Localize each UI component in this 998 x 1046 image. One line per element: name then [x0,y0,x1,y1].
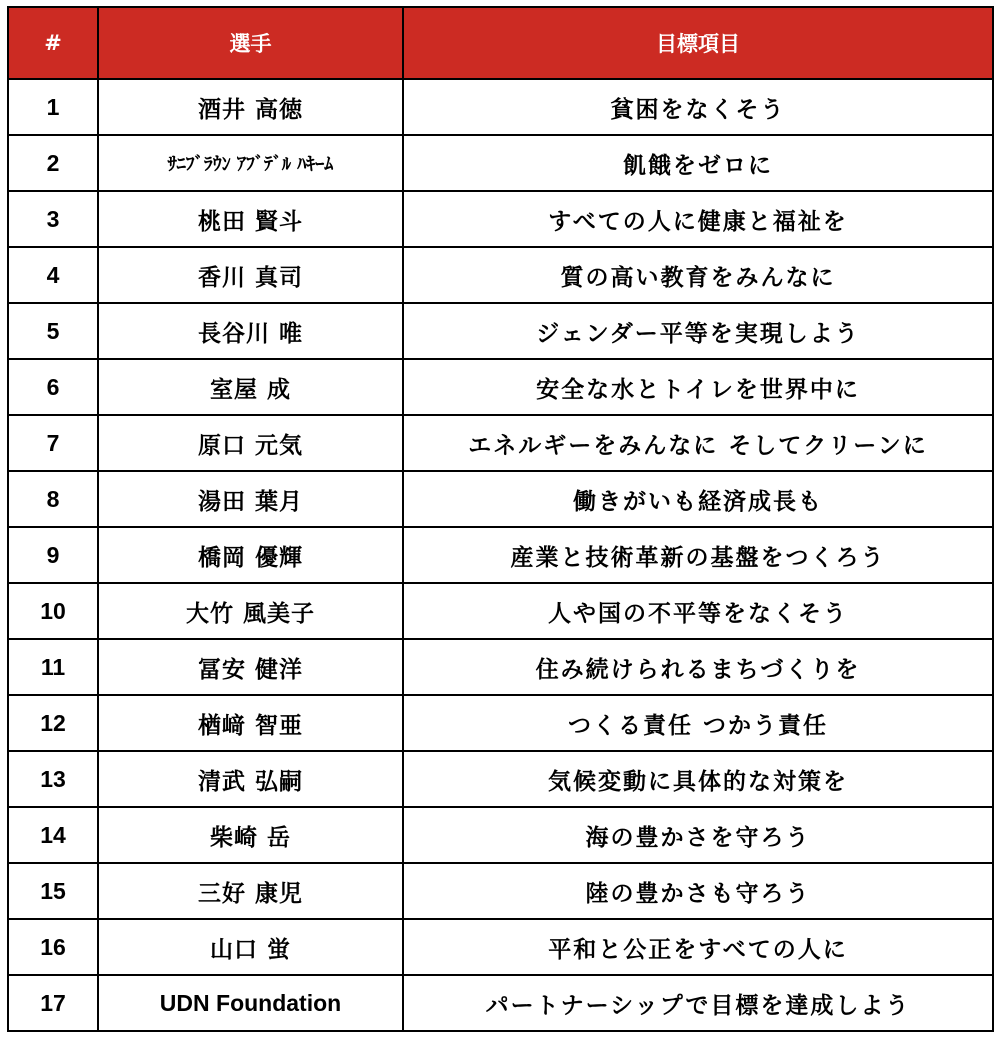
row-num: 4 [8,247,98,303]
row-num: 7 [8,415,98,471]
row-player: 原口 元気 [98,415,403,471]
table-row [8,975,993,1031]
row-num: 8 [8,471,98,527]
row-player: 三好 康児 [98,863,403,919]
table-row [8,247,993,303]
row-goal: 陸の豊かさも守ろう [403,863,993,919]
row-player: 長谷川 唯 [98,303,403,359]
row-player: 香川 真司 [98,247,403,303]
row-goal: 飢餓をゼロに [403,135,993,191]
row-player: 楢﨑 智亜 [98,695,403,751]
header-num: # [8,7,98,79]
row-player: ｻﾆﾌﾞﾗｳﾝ ｱﾌﾞﾃﾞﾙ ﾊｷｰﾑ [98,135,403,191]
row-player: 室屋 成 [98,359,403,415]
row-num: 11 [8,639,98,695]
table-row [8,639,993,695]
row-player: 湯田 葉月 [98,471,403,527]
row-player: 大竹 風美子 [98,583,403,639]
row-player: 橋岡 優輝 [98,527,403,583]
row-num: 3 [8,191,98,247]
row-num: 13 [8,751,98,807]
row-goal: パートナーシップで目標を達成しよう [403,975,993,1031]
row-goal: 質の高い教育をみんなに [403,247,993,303]
row-num: 9 [8,527,98,583]
row-goal: 平和と公正をすべての人に [403,919,993,975]
row-num: 12 [8,695,98,751]
table-row [8,751,993,807]
goals-table [7,6,994,1032]
row-num: 10 [8,583,98,639]
row-num: 5 [8,303,98,359]
table-row [8,135,993,191]
table-row [8,919,993,975]
table-row [8,583,993,639]
row-player: 冨安 健洋 [98,639,403,695]
row-goal: 産業と技術革新の基盤をつくろう [403,527,993,583]
row-goal: 貧困をなくそう [403,79,993,135]
table-row [8,303,993,359]
row-num: 15 [8,863,98,919]
row-goal: 気候変動に具体的な対策を [403,751,993,807]
header-goal: 目標項目 [403,7,993,79]
header-player: 選手 [98,7,403,79]
table-row [8,807,993,863]
table-body [8,79,993,1031]
row-num: 14 [8,807,98,863]
table-row [8,695,993,751]
table-row [8,527,993,583]
row-goal: エネルギーをみんなに そしてクリーンに [403,415,993,471]
row-num: 6 [8,359,98,415]
table-header [8,7,993,79]
row-goal: 働きがいも経済成長も [403,471,993,527]
row-player: 柴崎 岳 [98,807,403,863]
row-goal: 安全な水とトイレを世界中に [403,359,993,415]
row-player: 桃田 賢斗 [98,191,403,247]
row-player: 清武 弘嗣 [98,751,403,807]
row-player: UDN Foundation [98,975,403,1031]
table-row [8,415,993,471]
row-num: 17 [8,975,98,1031]
row-num: 2 [8,135,98,191]
row-goal: 海の豊かさを守ろう [403,807,993,863]
table-row [8,79,993,135]
row-goal: 住み続けられるまちづくりを [403,639,993,695]
row-goal: ジェンダー平等を実現しよう [403,303,993,359]
sdg-player-table [7,6,992,1039]
row-goal: すべての人に健康と福祉を [403,191,993,247]
row-num: 1 [8,79,98,135]
table-row [8,471,993,527]
row-goal: 人や国の不平等をなくそう [403,583,993,639]
table-row [8,191,993,247]
header-row [8,7,993,79]
table-row [8,863,993,919]
row-player: 山口 蛍 [98,919,403,975]
row-goal: つくる責任 つかう責任 [403,695,993,751]
table-row [8,359,993,415]
row-player: 酒井 高徳 [98,79,403,135]
row-num: 16 [8,919,98,975]
